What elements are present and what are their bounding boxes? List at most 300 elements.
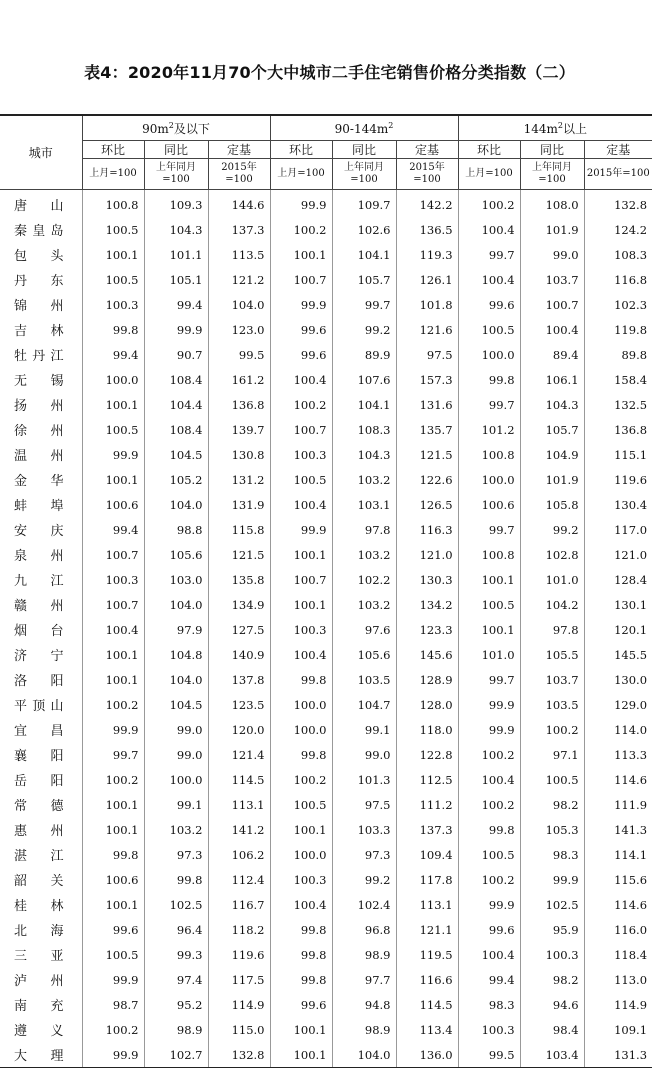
index-value: 89.9 [332,342,396,367]
table-row [0,892,652,917]
index-value: 120.1 [584,617,652,642]
city-name: 遵义 [14,1024,64,1039]
table-row [0,1042,652,1068]
index-value: 103.1 [332,492,396,517]
index-value: 99.2 [520,517,584,542]
city-name: 北海 [14,924,64,939]
table-row [0,817,652,842]
table-row [0,617,652,642]
index-value: 104.0 [332,1042,396,1068]
index-value: 99.6 [270,992,332,1017]
index-value: 100.3 [270,442,332,467]
index-value: 97.8 [520,617,584,642]
city-name: 平顶山 [14,699,64,714]
index-value: 114.1 [584,842,652,867]
index-value: 103.0 [144,567,208,592]
index-value: 104.5 [144,442,208,467]
index-value: 103.2 [144,817,208,842]
city-name: 烟台 [14,624,64,639]
index-value: 99.7 [458,517,520,542]
index-value: 99.7 [458,667,520,692]
index-value: 99.9 [82,717,144,742]
index-value: 105.5 [520,642,584,667]
sub-header-mom: 环比 [270,141,332,159]
table-row [0,567,652,592]
index-value: 100.4 [458,942,520,967]
table-row [0,317,652,342]
index-value: 97.5 [396,342,458,367]
city-name: 韶关 [14,874,64,889]
index-value: 89.8 [584,342,652,367]
index-value: 101.0 [520,567,584,592]
city-name: 唐山 [14,199,64,214]
index-value: 117.8 [396,867,458,892]
city-name: 无锡 [14,374,64,389]
index-value: 100.5 [270,792,332,817]
city-name: 宜昌 [14,724,64,739]
index-value: 102.2 [332,567,396,592]
index-value: 104.9 [520,442,584,467]
index-value: 102.5 [144,892,208,917]
index-value: 100.7 [520,292,584,317]
index-value: 122.6 [396,467,458,492]
index-value: 123.3 [396,617,458,642]
index-value: 117.5 [208,967,270,992]
index-value: 100.0 [270,842,332,867]
index-value: 115.0 [208,1017,270,1042]
index-value: 97.6 [332,617,396,642]
index-value: 124.2 [584,217,652,242]
city-name: 赣州 [14,599,64,614]
index-value: 100.0 [270,717,332,742]
index-value: 99.9 [82,442,144,467]
index-value: 99.8 [82,842,144,867]
index-value: 105.1 [144,267,208,292]
index-value: 105.8 [520,492,584,517]
index-value: 116.0 [584,917,652,942]
index-value: 100.1 [82,242,144,267]
index-value: 119.6 [584,467,652,492]
index-value: 98.3 [458,992,520,1017]
index-value: 99.9 [458,717,520,742]
index-value: 118.2 [208,917,270,942]
index-value: 136.0 [396,1042,458,1068]
city-name: 常德 [14,799,64,814]
index-value: 99.4 [82,517,144,542]
page-title: 表4：2020年11月70个大中城市二手住宅销售价格分类指数（二） [84,63,575,82]
index-value: 107.6 [332,367,396,392]
index-value: 94.8 [332,992,396,1017]
index-value: 130.4 [584,492,652,517]
base-header-yoy: 上年同月 =100 [520,159,584,190]
table-row [0,217,652,242]
index-value: 100.5 [458,842,520,867]
sub-header-yoy: 同比 [144,141,208,159]
index-value: 123.5 [208,692,270,717]
index-value: 116.3 [396,517,458,542]
index-value: 105.3 [520,817,584,842]
index-value: 100.0 [458,342,520,367]
index-value: 100.0 [82,367,144,392]
city-name: 三亚 [14,949,64,964]
city-name: 岳阳 [14,774,64,789]
city-name: 济宁 [14,649,64,664]
city-name: 温州 [14,449,64,464]
index-value: 104.8 [144,642,208,667]
index-value: 103.7 [520,667,584,692]
index-value: 128.4 [584,567,652,592]
base-header-fixed: 2015年=100 [208,159,270,190]
index-value: 115.1 [584,442,652,467]
index-value: 115.6 [584,867,652,892]
city-name: 安庆 [14,524,64,539]
index-value: 137.3 [208,217,270,242]
index-value: 99.0 [144,717,208,742]
index-value: 98.4 [520,1017,584,1042]
index-value: 112.4 [208,867,270,892]
index-value: 90.7 [144,342,208,367]
index-value: 97.3 [144,842,208,867]
table-row [0,917,652,942]
index-value: 135.7 [396,417,458,442]
index-value: 99.9 [458,692,520,717]
index-value: 100.8 [458,442,520,467]
index-value: 122.8 [396,742,458,767]
index-value: 105.7 [520,417,584,442]
index-value: 100.2 [458,742,520,767]
index-value: 99.5 [458,1042,520,1068]
index-value: 98.7 [82,992,144,1017]
city-name: 徐州 [14,424,64,439]
index-value: 97.7 [332,967,396,992]
base-header-mom: 上月=100 [270,159,332,190]
index-value: 113.5 [208,242,270,267]
index-value: 118.0 [396,717,458,742]
index-value: 100.2 [520,717,584,742]
city-name: 南充 [14,999,64,1014]
index-value: 108.0 [520,190,584,218]
index-value: 99.4 [458,967,520,992]
index-value: 100.7 [82,592,144,617]
index-value: 128.0 [396,692,458,717]
index-value: 104.4 [144,392,208,417]
table-row [0,942,652,967]
index-value: 103.5 [520,692,584,717]
price-index-table [0,114,652,1068]
index-value: 100.7 [270,417,332,442]
index-value: 100.5 [458,317,520,342]
city-name: 大理 [0,1042,82,1068]
index-value: 100.3 [270,617,332,642]
city-name: 秦皇岛 [14,224,64,239]
index-value: 99.0 [332,742,396,767]
index-value: 116.6 [396,967,458,992]
index-value: 113.3 [584,742,652,767]
index-value: 99.4 [82,342,144,367]
sub-header-yoy: 同比 [332,141,396,159]
index-value: 157.3 [396,367,458,392]
index-value: 121.0 [396,542,458,567]
index-value: 136.8 [584,417,652,442]
index-value: 100.6 [82,492,144,517]
table-row [0,467,652,492]
index-value: 99.0 [520,242,584,267]
index-value: 99.2 [332,317,396,342]
index-value: 101.0 [458,642,520,667]
index-value: 100.0 [144,767,208,792]
index-value: 104.0 [144,592,208,617]
index-value: 99.1 [332,717,396,742]
sub-header-mom: 环比 [458,141,520,159]
index-value: 121.2 [208,267,270,292]
table-row [0,867,652,892]
city-name: 牡丹江 [14,349,64,364]
index-value: 101.8 [396,292,458,317]
index-value: 100.2 [82,767,144,792]
index-value: 100.2 [270,217,332,242]
index-value: 106.1 [520,367,584,392]
base-header-mom: 上月=100 [458,159,520,190]
index-value: 100.1 [82,892,144,917]
index-value: 130.0 [584,667,652,692]
index-value: 99.8 [270,967,332,992]
index-value: 108.4 [144,367,208,392]
index-value: 100.4 [270,892,332,917]
index-value: 109.3 [144,190,208,218]
index-value: 142.2 [396,190,458,218]
index-value: 96.8 [332,917,396,942]
index-value: 100.5 [82,942,144,967]
index-value: 94.6 [520,992,584,1017]
index-value: 98.3 [520,842,584,867]
index-value: 116.7 [208,892,270,917]
index-value: 104.1 [332,392,396,417]
table-row [0,767,652,792]
index-value: 100.4 [270,367,332,392]
index-value: 99.9 [144,317,208,342]
index-value: 105.2 [144,467,208,492]
index-value: 99.9 [82,967,144,992]
index-value: 113.1 [208,792,270,817]
index-value: 100.1 [458,567,520,592]
index-value: 100.1 [270,542,332,567]
index-value: 111.9 [584,792,652,817]
index-value: 95.2 [144,992,208,1017]
index-value: 134.9 [208,592,270,617]
index-value: 119.3 [396,242,458,267]
index-value: 96.4 [144,917,208,942]
index-value: 116.8 [584,267,652,292]
index-value: 100.2 [458,867,520,892]
index-value: 100.1 [82,817,144,842]
index-value: 100.0 [270,692,332,717]
index-value: 99.3 [144,942,208,967]
index-value: 100.0 [458,467,520,492]
index-value: 100.2 [458,190,520,218]
index-value: 99.2 [332,867,396,892]
table-row [0,267,652,292]
index-value: 100.4 [270,642,332,667]
index-value: 101.1 [144,242,208,267]
index-value: 108.4 [144,417,208,442]
index-value: 104.5 [144,692,208,717]
index-value: 100.4 [520,317,584,342]
index-value: 108.3 [584,242,652,267]
sub-header-mom: 环比 [82,141,144,159]
index-value: 99.5 [208,342,270,367]
group-header-90-144: $90-144m^2$ [270,115,458,141]
index-value: 102.7 [144,1042,208,1068]
index-value: 98.9 [332,942,396,967]
index-value: 109.7 [332,190,396,218]
table-row [0,842,652,867]
index-value: 99.9 [270,517,332,542]
sub-header-yoy: 同比 [520,141,584,159]
index-value: 100.4 [82,617,144,642]
index-value: 140.9 [208,642,270,667]
base-header-fixed: 2015年=100 [584,159,652,190]
index-value: 100.4 [458,767,520,792]
index-value: 136.8 [208,392,270,417]
index-value: 134.2 [396,592,458,617]
table-row [0,242,652,267]
index-value: 121.6 [396,317,458,342]
index-value: 104.7 [332,692,396,717]
index-value: 131.2 [208,467,270,492]
index-value: 100.1 [270,817,332,842]
index-value: 100.1 [82,642,144,667]
index-value: 99.8 [458,817,520,842]
index-value: 99.8 [270,742,332,767]
index-value: 104.0 [144,492,208,517]
index-value: 100.2 [270,767,332,792]
city-column-header: 城市 [0,115,82,190]
index-value: 117.0 [584,517,652,542]
index-value: 130.1 [584,592,652,617]
table-row [0,392,652,417]
index-value: 103.2 [332,592,396,617]
city-name: 泸州 [14,974,64,989]
index-value: 100.5 [82,217,144,242]
index-value: 99.9 [82,1042,144,1068]
base-header-yoy: 上年同月 =100 [144,159,208,190]
index-value: 128.9 [396,667,458,692]
index-value: 99.1 [144,792,208,817]
index-value: 121.5 [396,442,458,467]
index-value: 111.2 [396,792,458,817]
index-value: 100.2 [458,792,520,817]
index-value: 144.6 [208,190,270,218]
table-row [0,992,652,1017]
index-value: 100.6 [458,492,520,517]
index-value: 103.7 [520,267,584,292]
index-value: 100.5 [82,417,144,442]
index-value: 99.0 [144,742,208,767]
group-header-144-above: $144m^2$以上 [458,115,652,141]
index-value: 100.1 [270,1042,332,1068]
index-value: 99.7 [82,742,144,767]
index-value: 130.8 [208,442,270,467]
sub-header-fixed: 定基 [208,141,270,159]
city-name: 泉州 [14,549,64,564]
index-value: 98.2 [520,967,584,992]
city-name: 洛阳 [14,674,64,689]
index-value: 100.5 [270,467,332,492]
index-value: 121.0 [584,542,652,567]
city-name: 吉林 [14,324,64,339]
city-name: 九江 [14,574,64,589]
index-value: 99.4 [144,292,208,317]
city-name: 襄阳 [14,749,64,764]
index-value: 115.8 [208,517,270,542]
index-value: 100.8 [82,190,144,218]
index-value: 113.0 [584,967,652,992]
index-value: 99.6 [270,317,332,342]
index-value: 100.7 [270,267,332,292]
index-value: 132.5 [584,392,652,417]
index-value: 141.2 [208,817,270,842]
index-value: 100.5 [82,267,144,292]
index-value: 101.9 [520,467,584,492]
index-value: 97.9 [144,617,208,642]
index-value: 132.8 [208,1042,270,1068]
table-row [0,542,652,567]
table-row [0,742,652,767]
index-value: 145.6 [396,642,458,667]
index-value: 95.9 [520,917,584,942]
index-value: 102.3 [584,292,652,317]
city-name: 锦州 [14,299,64,314]
index-value: 100.1 [82,467,144,492]
index-value: 108.3 [332,417,396,442]
index-value: 119.5 [396,942,458,967]
index-value: 100.4 [458,217,520,242]
index-value: 114.5 [208,767,270,792]
index-value: 100.4 [270,492,332,517]
index-value: 103.3 [332,817,396,842]
index-value: 114.5 [396,992,458,1017]
index-value: 99.6 [270,342,332,367]
index-value: 104.3 [520,392,584,417]
index-value: 135.8 [208,567,270,592]
index-value: 105.7 [332,267,396,292]
index-value: 158.4 [584,367,652,392]
index-value: 105.6 [332,642,396,667]
base-header-yoy: 上年同月 =100 [332,159,396,190]
index-value: 98.8 [144,517,208,542]
index-value: 97.5 [332,792,396,817]
table-row [0,1017,652,1042]
index-value: 99.9 [458,892,520,917]
index-value: 99.8 [270,917,332,942]
table-row [0,417,652,442]
index-value: 100.2 [82,692,144,717]
index-value: 100.7 [82,542,144,567]
index-value: 121.4 [208,742,270,767]
index-value: 104.0 [208,292,270,317]
city-name: 包头 [14,249,64,264]
city-name: 金华 [14,474,64,489]
table-body [0,190,652,1068]
index-value: 97.1 [520,742,584,767]
index-value: 139.7 [208,417,270,442]
index-value: 127.5 [208,617,270,642]
index-value: 99.8 [270,942,332,967]
index-value: 100.3 [82,567,144,592]
index-value: 100.3 [82,292,144,317]
index-value: 100.3 [270,867,332,892]
index-value: 131.9 [208,492,270,517]
